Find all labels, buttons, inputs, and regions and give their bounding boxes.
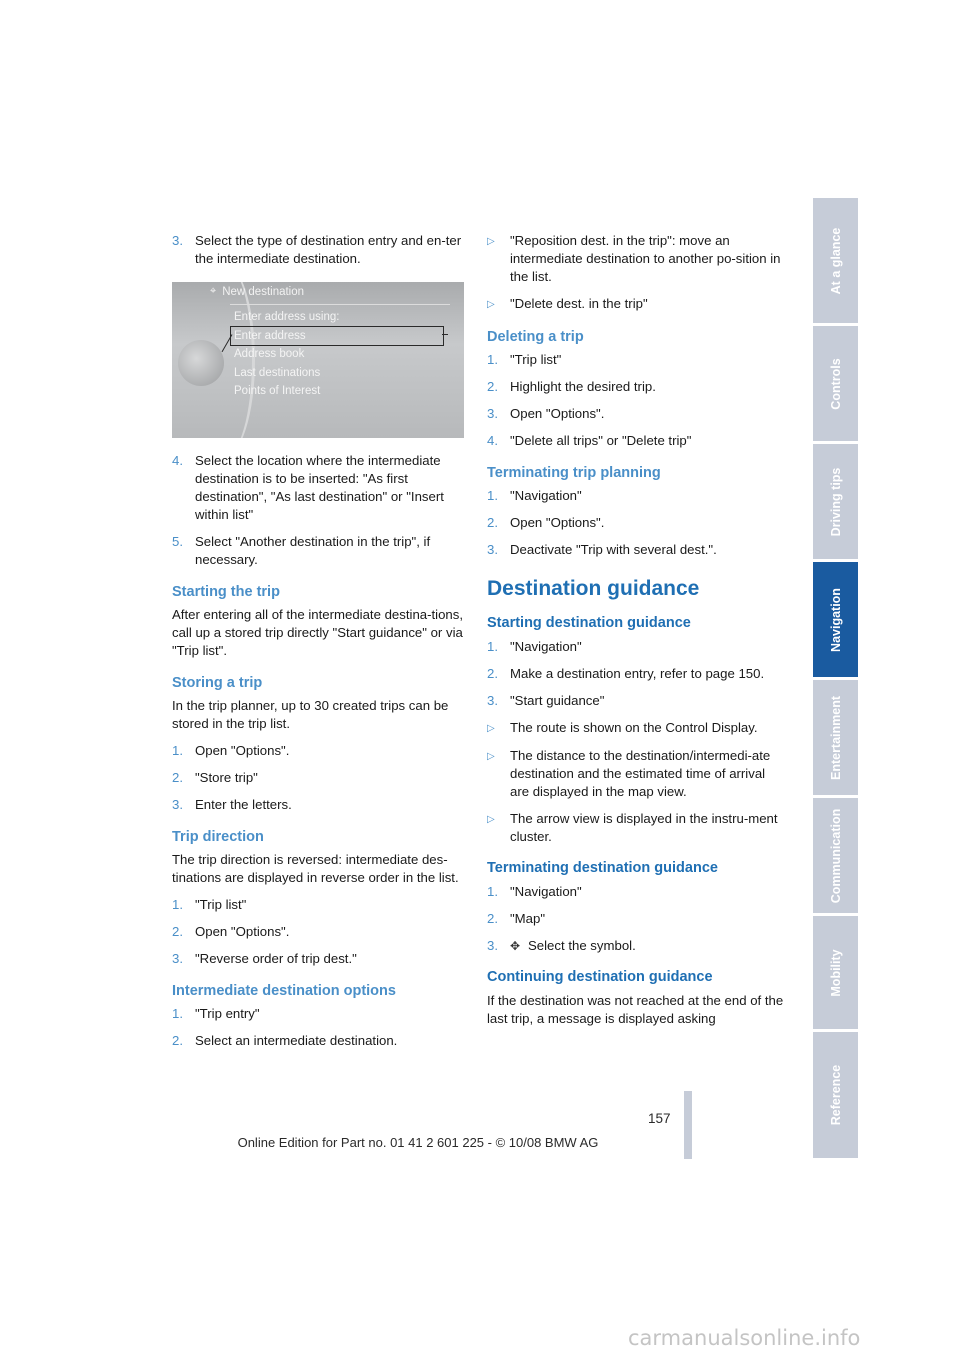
step [487, 405, 785, 423]
step-text: Highlight the desired trip. [510, 379, 656, 394]
step-text: Open "Options". [195, 924, 290, 939]
heading-terminating-guidance: Terminating destination guidance [487, 860, 718, 876]
footer [0, 1135, 960, 1150]
bullet-item [487, 810, 785, 846]
tab-label: Navigation [828, 587, 843, 652]
step-text: "Navigation" [510, 488, 582, 503]
paragraph: The trip direction is reversed: intermediate des-tinations are displayed in reverse order in the list. [172, 852, 459, 885]
step-number: 1. [487, 488, 498, 503]
selection-frame [230, 326, 444, 346]
divider [230, 304, 450, 305]
step-number: 3. [487, 542, 498, 557]
paragraph: If the destination was not reached at the end of the last trip, a message is displayed asking [487, 993, 784, 1026]
step-text-label: Select the symbol. [528, 938, 636, 953]
step-text: Open "Options". [510, 406, 605, 421]
step [487, 638, 785, 656]
step-number: 4. [172, 453, 183, 468]
tab-label: Entertainment [828, 695, 843, 780]
step [487, 432, 785, 450]
step [487, 541, 785, 559]
heading-terminating-planning: Terminating trip planning [487, 465, 661, 481]
bullet-text: The arrow view is displayed in the instru-ment cluster. [510, 811, 778, 844]
tab-label: Mobility [828, 948, 843, 997]
step [172, 950, 467, 968]
tab-controls[interactable] [813, 326, 858, 441]
step-text: "Trip entry" [195, 1006, 260, 1021]
step-number: 4. [487, 433, 498, 448]
bullet-text: "Delete dest. in the trip" [510, 296, 648, 311]
step [487, 351, 785, 369]
step-number: 3. [487, 693, 498, 708]
tab-label: Communication [828, 808, 843, 903]
heading-intermediate-options: Intermediate destination options [172, 983, 396, 999]
bullet-item [487, 295, 785, 314]
footer-text: Online Edition for Part no. 01 41 2 601 225 - © 10/08 BMW AG [237, 1135, 599, 1150]
step-text: "Start guidance" [510, 693, 605, 708]
step-number: 5. [172, 534, 183, 549]
step-number: 2. [487, 515, 498, 530]
step-text: "Map" [510, 911, 546, 926]
tab-at-a-glance[interactable] [813, 198, 858, 323]
section-title: Destination guidance [487, 577, 700, 600]
bullet-text: The distance to the destination/intermedi-ate destination and the estimated time of arrival are displayed in the map view. [510, 748, 771, 799]
step-text: Select "Another destination in the trip", if necessary. [195, 534, 431, 567]
step-text: Open "Options". [195, 743, 290, 758]
step [172, 742, 467, 760]
menu-item: Address book [234, 348, 305, 360]
step-text: Make a destination entry, refer to page 150. [510, 666, 765, 681]
bullet-arrow-icon: ▷ [487, 814, 495, 825]
step [172, 1005, 467, 1023]
step-number: 1. [172, 897, 183, 912]
paragraph: In the trip planner, up to 30 created trips can be stored in the trip list. [172, 698, 449, 731]
step-number: 3. [172, 951, 183, 966]
step-number: 3. [487, 938, 498, 953]
step [172, 923, 467, 941]
step [487, 692, 785, 710]
tab-communication[interactable] [813, 798, 858, 913]
step-text: Select the location where the intermediate destination is to be inserted: "As first destination", "As last destination" or "Insert within list" [195, 453, 444, 522]
bullet-arrow-icon: ▷ [487, 751, 495, 762]
heading-starting-guidance: Starting destination guidance [487, 615, 691, 631]
step [172, 1032, 467, 1050]
bullet-text: "Reposition dest. in the trip": move an intermediate destination to another po-sition in the list. [510, 233, 781, 284]
bullet-arrow-icon: ▷ [487, 723, 495, 734]
step-text: "Trip list" [510, 352, 562, 367]
menu-item: Enter address using: [234, 311, 340, 323]
step-text: Select the type of destination entry and en-ter the intermediate destination. [195, 233, 462, 266]
menu-item: Points of Interest [234, 385, 321, 397]
control-display-screenshot [172, 282, 464, 438]
terminate-guidance-symbol-icon: ✥ [510, 939, 521, 953]
step-number: 1. [172, 743, 183, 758]
step-text: "Delete all trips" or "Delete trip" [510, 433, 692, 448]
bullet-item [487, 232, 785, 286]
tab-entertainment[interactable] [813, 680, 858, 795]
page-number: 157 [648, 1111, 671, 1126]
step-number: 3. [172, 797, 183, 812]
heading-storing-trip: Storing a trip [172, 675, 263, 691]
tab-label: At a glance [828, 227, 843, 294]
tab-label: Reference [828, 1064, 843, 1126]
step-number: 2. [172, 924, 183, 939]
bullet-arrow-icon: ▷ [487, 299, 495, 310]
menu-item-selected: Enter address [234, 329, 306, 342]
step [172, 452, 467, 524]
tab-navigation[interactable] [813, 562, 858, 677]
step-text [510, 937, 785, 955]
step-text: "Navigation" [510, 884, 582, 899]
watermark: carmanualsonline.info [628, 1326, 861, 1350]
menu-item: Last destinations [234, 366, 321, 379]
step-text: Deactivate "Trip with several dest.". [510, 542, 717, 557]
heading-trip-direction: Trip direction [172, 829, 264, 845]
bullet-arrow-icon: ▷ [487, 236, 495, 247]
step [487, 910, 785, 928]
tab-label: Driving tips [828, 467, 843, 536]
step-text: "Reverse order of trip dest." [195, 951, 357, 966]
callout-line [442, 334, 448, 335]
heading-continuing-guidance: Continuing destination guidance [487, 969, 713, 985]
step [487, 487, 785, 505]
step [487, 514, 785, 532]
step-number: 2. [487, 911, 498, 926]
step-number: 2. [172, 1033, 183, 1048]
step-number: 3. [172, 233, 183, 248]
step-number: 2. [487, 379, 498, 394]
step-number: 1. [487, 639, 498, 654]
step-text: "Navigation" [510, 639, 582, 654]
bullet-item [487, 719, 785, 738]
step [487, 937, 785, 955]
controller-knob [178, 340, 224, 386]
step-number: 2. [172, 770, 183, 785]
navigation-icon: ⌖ [210, 285, 217, 297]
step-number: 2. [487, 666, 498, 681]
left-column [172, 232, 467, 1059]
step-text: Open "Options". [510, 515, 605, 530]
step [172, 896, 467, 914]
step [487, 665, 785, 683]
screen-title-text: New destination [222, 285, 305, 298]
step [172, 769, 467, 787]
tab-mobility[interactable] [813, 916, 858, 1029]
bullet-text: The route is shown on the Control Display. [510, 720, 758, 735]
step-number: 1. [172, 1006, 183, 1021]
step-text: Enter the letters. [195, 797, 292, 812]
step [172, 232, 467, 268]
step-number: 3. [487, 406, 498, 421]
step-number: 1. [487, 352, 498, 367]
right-column [487, 232, 785, 1037]
paragraph: After entering all of the intermediate destina-tions, call up a stored trip directly "Start guidance" or via "Trip list". [172, 607, 464, 658]
screen-menu [234, 308, 339, 401]
step [487, 378, 785, 396]
tab-label: Controls [828, 357, 843, 410]
step-number: 1. [487, 884, 498, 899]
step [172, 796, 467, 814]
step [487, 883, 785, 901]
step-text: "Trip list" [195, 897, 247, 912]
heading-deleting-trip: Deleting a trip [487, 329, 584, 345]
heading-starting-trip: Starting the trip [172, 584, 280, 600]
step [172, 533, 467, 569]
bullet-item [487, 747, 785, 801]
tab-driving-tips[interactable] [813, 444, 858, 559]
screen-title [210, 285, 304, 298]
step-text: Select an intermediate destination. [195, 1033, 398, 1048]
step-text: "Store trip" [195, 770, 258, 785]
